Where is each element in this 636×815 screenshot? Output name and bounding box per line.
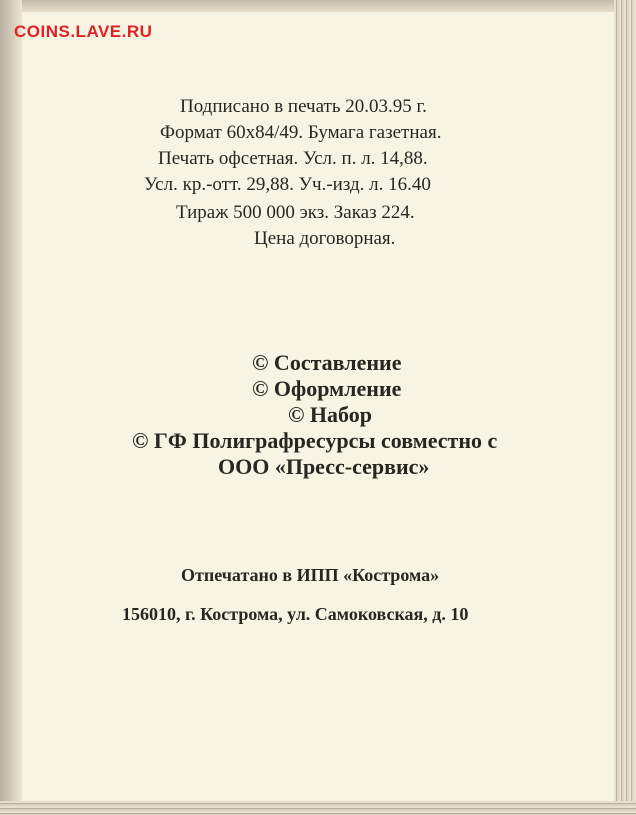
- watermark: COINS.LAVE.RU: [14, 22, 153, 41]
- page-edge-right: [614, 0, 636, 815]
- imprint-line-6: Цена договорная.: [254, 228, 396, 249]
- imprint-line-2: Формат 60х84/49. Бумага газетная.: [160, 122, 442, 143]
- printer-address: 156010, г. Кострома, ул. Самоковская, д. 10: [122, 604, 469, 624]
- imprint-line-3: Печать офсетная. Усл. п. л. 14,88.: [158, 148, 428, 169]
- copyright-compilation: © Составление: [252, 350, 402, 375]
- imprint-line-5: Тираж 500 000 экз. Заказ 224.: [176, 202, 415, 223]
- imprint-line-1: Подписано в печать 20.03.95 г.: [180, 96, 427, 117]
- page-edge-left: [0, 0, 22, 815]
- copyright-typesetting: © Набор: [288, 402, 372, 427]
- page-edge-bottom: [0, 801, 636, 815]
- imprint-line-4: Усл. кр.-отт. 29,88. Уч.-изд. л. 16.40: [144, 174, 431, 195]
- page-edge-top: [0, 0, 636, 12]
- printed-by-line: Отпечатано в ИПП «Кострома»: [181, 565, 440, 585]
- copyright-publisher: © ГФ Полиграфресурсы совместно с: [132, 428, 498, 453]
- copyright-design: © Оформление: [252, 376, 402, 401]
- copyright-partner: ООО «Пресс-сервис»: [218, 454, 430, 479]
